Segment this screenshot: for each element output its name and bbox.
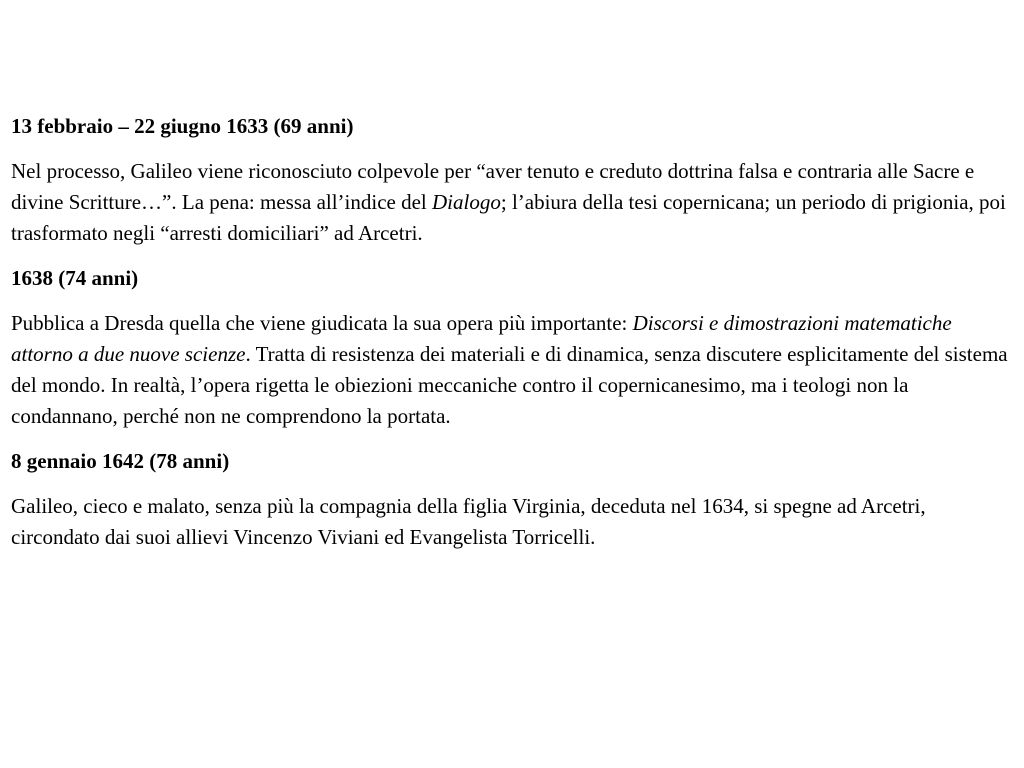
section-heading-1633: 13 febbraio – 22 giugno 1633 (69 anni) <box>11 114 354 138</box>
italic-title-dialogo: Dialogo <box>432 190 501 214</box>
text-run: ; l’abiura della tesi copernicana; un periodo di prigionia, poi trasformato negli “arresti domiciliari” ad Arcetri. <box>11 190 1006 245</box>
section-heading-1642: 8 gennaio 1642 (78 anni) <box>11 449 230 473</box>
section-text-1638 <box>11 308 1016 432</box>
italic-title-discorsi: Discorsi e dimostrazioni matematiche attorno a due nuove scienze <box>11 311 952 366</box>
text-run: . Tratta di resistenza dei materiali e di dinamica, senza discutere esplicitamente del sistema del mondo. In realtà, l’opera rigetta le obiezioni meccaniche contro il copernicanesimo, ma i teologi non la condannano, perché non ne comprendono la portata. <box>11 342 1008 428</box>
section-heading-1638: 1638 (74 anni) <box>11 266 139 290</box>
section-text-1633 <box>11 156 1016 249</box>
section-text-1642 <box>11 491 1016 553</box>
text-run: Galileo, cieco e malato, senza più la compagnia della figlia Virginia, deceduta nel 1634, si spegne ad Arcetri, circondato dai suoi allievi Vincenzo Viviani ed Evangelista Torricelli. <box>11 494 926 549</box>
text-run: Nel processo, Galileo viene riconosciuto colpevole per “aver tenuto e creduto dottrina falsa e contraria alle Sacre e divine Scritture…”. La pena: messa all’indice del <box>11 159 975 214</box>
text-run: Pubblica a Dresda quella che viene giudicata la sua opera più importante: <box>11 311 633 335</box>
